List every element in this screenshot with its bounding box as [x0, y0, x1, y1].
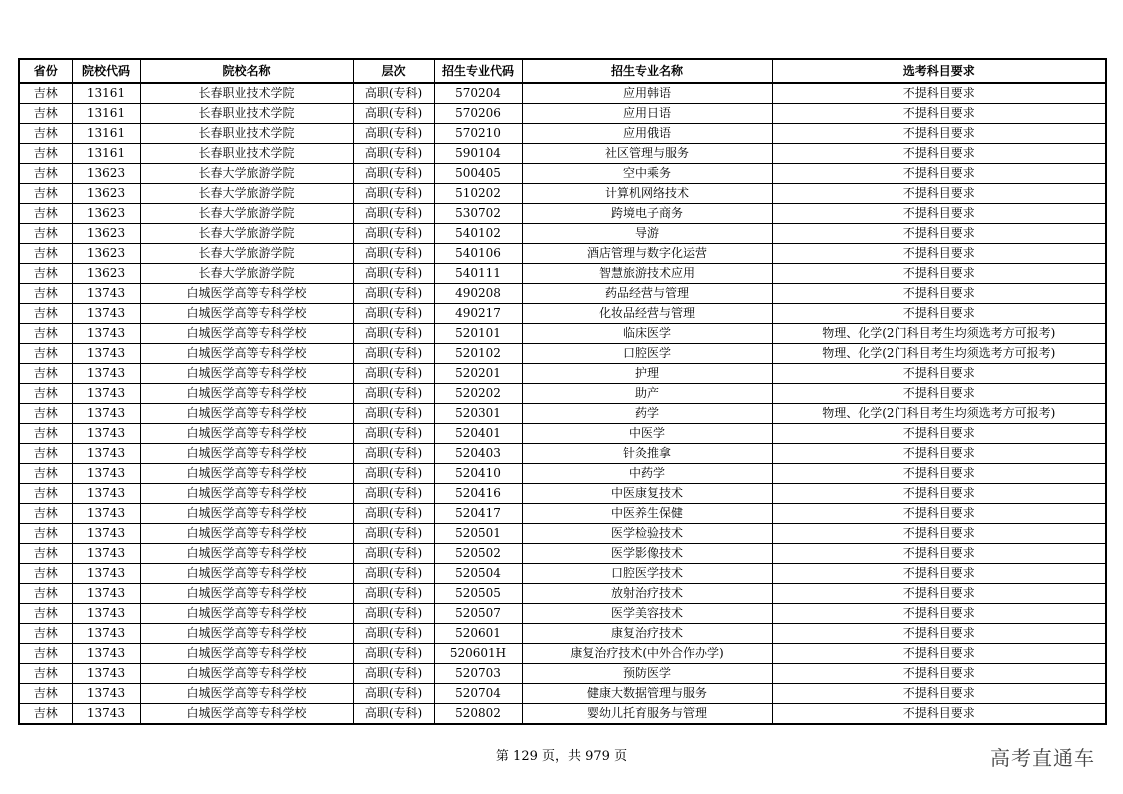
header-subject-requirement: 选考科目要求	[772, 59, 1106, 83]
cell-school-code: 13743	[72, 464, 140, 484]
cell-major-name: 社区管理与服务	[522, 144, 772, 164]
table-row	[19, 384, 1106, 404]
cell-province: 吉林	[19, 324, 72, 344]
cell-major-code: 520417	[434, 504, 522, 524]
table-row	[19, 524, 1106, 544]
cell-major-code: 520201	[434, 364, 522, 384]
cell-school-code: 13743	[72, 564, 140, 584]
cell-school-name: 白城医学高等专科学校	[140, 664, 353, 684]
cell-school-name: 白城医学高等专科学校	[140, 384, 353, 404]
cell-level: 高职(专科)	[353, 424, 434, 444]
cell-province: 吉林	[19, 184, 72, 204]
cell-major-code: 520507	[434, 604, 522, 624]
cell-school-name: 白城医学高等专科学校	[140, 604, 353, 624]
cell-major-name: 康复治疗技术	[522, 624, 772, 644]
table-header-row	[19, 59, 1106, 83]
cell-level: 高职(专科)	[353, 524, 434, 544]
cell-province: 吉林	[19, 664, 72, 684]
cell-major-code: 520403	[434, 444, 522, 464]
cell-school-code: 13743	[72, 344, 140, 364]
cell-province: 吉林	[19, 564, 72, 584]
cell-province: 吉林	[19, 104, 72, 124]
cell-major-code: 570204	[434, 83, 522, 104]
cell-major-code: 570210	[434, 124, 522, 144]
cell-subject-requirement: 不提科目要求	[772, 544, 1106, 564]
cell-school-name: 长春职业技术学院	[140, 144, 353, 164]
cell-major-name: 预防医学	[522, 664, 772, 684]
cell-major-code: 520802	[434, 704, 522, 725]
cell-major-code: 570206	[434, 104, 522, 124]
cell-province: 吉林	[19, 224, 72, 244]
cell-major-code: 540106	[434, 244, 522, 264]
cell-school-code: 13743	[72, 284, 140, 304]
cell-level: 高职(专科)	[353, 204, 434, 224]
cell-subject-requirement: 不提科目要求	[772, 184, 1106, 204]
cell-major-code: 520301	[434, 404, 522, 424]
cell-level: 高职(专科)	[353, 604, 434, 624]
cell-school-name: 白城医学高等专科学校	[140, 644, 353, 664]
table-row	[19, 444, 1106, 464]
cell-subject-requirement: 不提科目要求	[772, 684, 1106, 704]
cell-major-name: 护理	[522, 364, 772, 384]
cell-subject-requirement: 不提科目要求	[772, 304, 1106, 324]
cell-school-name: 长春大学旅游学院	[140, 244, 353, 264]
cell-level: 高职(专科)	[353, 324, 434, 344]
table-row	[19, 364, 1106, 384]
cell-subject-requirement: 不提科目要求	[772, 524, 1106, 544]
cell-subject-requirement: 不提科目要求	[772, 624, 1106, 644]
cell-school-name: 白城医学高等专科学校	[140, 544, 353, 564]
cell-major-name: 计算机网络技术	[522, 184, 772, 204]
header-major-name: 招生专业名称	[522, 59, 772, 83]
table-row	[19, 544, 1106, 564]
cell-province: 吉林	[19, 684, 72, 704]
cell-school-code: 13743	[72, 444, 140, 464]
cell-subject-requirement: 不提科目要求	[772, 444, 1106, 464]
cell-school-name: 长春大学旅游学院	[140, 184, 353, 204]
cell-major-name: 导游	[522, 224, 772, 244]
cell-major-code: 520502	[434, 544, 522, 564]
cell-school-name: 白城医学高等专科学校	[140, 444, 353, 464]
cell-major-name: 放射治疗技术	[522, 584, 772, 604]
cell-major-name: 中医养生保健	[522, 504, 772, 524]
cell-school-code: 13743	[72, 364, 140, 384]
cell-major-name: 口腔医学	[522, 344, 772, 364]
cell-school-code: 13743	[72, 644, 140, 664]
cell-school-code: 13743	[72, 304, 140, 324]
header-school-code: 院校代码	[72, 59, 140, 83]
cell-school-code: 13623	[72, 184, 140, 204]
admission-table	[18, 58, 1107, 725]
cell-school-name: 白城医学高等专科学校	[140, 504, 353, 524]
cell-level: 高职(专科)	[353, 644, 434, 664]
cell-major-name: 应用俄语	[522, 124, 772, 144]
cell-school-code: 13743	[72, 624, 140, 644]
cell-province: 吉林	[19, 524, 72, 544]
cell-subject-requirement: 不提科目要求	[772, 504, 1106, 524]
cell-school-code: 13743	[72, 544, 140, 564]
cell-school-name: 白城医学高等专科学校	[140, 304, 353, 324]
cell-level: 高职(专科)	[353, 564, 434, 584]
cell-school-name: 白城医学高等专科学校	[140, 344, 353, 364]
cell-major-code: 490217	[434, 304, 522, 324]
cell-level: 高职(专科)	[353, 584, 434, 604]
cell-major-name: 婴幼儿托育服务与管理	[522, 704, 772, 725]
cell-province: 吉林	[19, 504, 72, 524]
cell-school-name: 白城医学高等专科学校	[140, 564, 353, 584]
cell-subject-requirement: 不提科目要求	[772, 224, 1106, 244]
cell-subject-requirement: 不提科目要求	[772, 644, 1106, 664]
table-row	[19, 704, 1106, 725]
cell-level: 高职(专科)	[353, 704, 434, 725]
cell-level: 高职(专科)	[353, 224, 434, 244]
cell-subject-requirement: 不提科目要求	[772, 204, 1106, 224]
cell-subject-requirement: 物理、化学(2门科目考生均须选考方可报考)	[772, 344, 1106, 364]
cell-level: 高职(专科)	[353, 144, 434, 164]
cell-level: 高职(专科)	[353, 184, 434, 204]
cell-school-name: 长春职业技术学院	[140, 104, 353, 124]
cell-province: 吉林	[19, 264, 72, 284]
cell-province: 吉林	[19, 624, 72, 644]
cell-subject-requirement: 物理、化学(2门科目考生均须选考方可报考)	[772, 404, 1106, 424]
table-row	[19, 83, 1106, 104]
cell-subject-requirement: 不提科目要求	[772, 384, 1106, 404]
table-row	[19, 264, 1106, 284]
table-row	[19, 584, 1106, 604]
cell-major-name: 空中乘务	[522, 164, 772, 184]
watermark-logo: 高考直通车	[990, 746, 1095, 770]
cell-level: 高职(专科)	[353, 124, 434, 144]
cell-level: 高职(专科)	[353, 164, 434, 184]
cell-level: 高职(专科)	[353, 544, 434, 564]
cell-school-code: 13743	[72, 484, 140, 504]
cell-major-name: 酒店管理与数字化运营	[522, 244, 772, 264]
cell-school-code: 13623	[72, 224, 140, 244]
header-school-name: 院校名称	[140, 59, 353, 83]
header-level: 层次	[353, 59, 434, 83]
cell-school-code: 13743	[72, 384, 140, 404]
cell-subject-requirement: 不提科目要求	[772, 244, 1106, 264]
cell-province: 吉林	[19, 244, 72, 264]
cell-province: 吉林	[19, 604, 72, 624]
cell-level: 高职(专科)	[353, 684, 434, 704]
cell-major-code: 520704	[434, 684, 522, 704]
page-number: 第 129 页，共 979 页	[495, 749, 628, 764]
cell-subject-requirement: 物理、化学(2门科目考生均须选考方可报考)	[772, 324, 1106, 344]
table-row	[19, 304, 1106, 324]
table-row	[19, 684, 1106, 704]
cell-major-code: 520416	[434, 484, 522, 504]
cell-subject-requirement: 不提科目要求	[772, 264, 1106, 284]
table-row	[19, 644, 1106, 664]
cell-school-name: 白城医学高等专科学校	[140, 464, 353, 484]
cell-province: 吉林	[19, 444, 72, 464]
cell-level: 高职(专科)	[353, 404, 434, 424]
cell-major-name: 针灸推拿	[522, 444, 772, 464]
cell-school-code: 13161	[72, 144, 140, 164]
cell-school-code: 13743	[72, 404, 140, 424]
cell-level: 高职(专科)	[353, 83, 434, 104]
cell-major-code: 500405	[434, 164, 522, 184]
cell-province: 吉林	[19, 464, 72, 484]
table-row	[19, 484, 1106, 504]
cell-subject-requirement: 不提科目要求	[772, 284, 1106, 304]
cell-subject-requirement: 不提科目要求	[772, 164, 1106, 184]
table-row	[19, 424, 1106, 444]
cell-school-name: 白城医学高等专科学校	[140, 584, 353, 604]
cell-level: 高职(专科)	[353, 464, 434, 484]
cell-major-name: 化妆品经营与管理	[522, 304, 772, 324]
cell-school-name: 长春大学旅游学院	[140, 224, 353, 244]
cell-school-name: 白城医学高等专科学校	[140, 404, 353, 424]
cell-school-code: 13743	[72, 424, 140, 444]
cell-province: 吉林	[19, 204, 72, 224]
cell-level: 高职(专科)	[353, 304, 434, 324]
cell-school-name: 白城医学高等专科学校	[140, 704, 353, 725]
cell-major-name: 医学检验技术	[522, 524, 772, 544]
cell-subject-requirement: 不提科目要求	[772, 124, 1106, 144]
table-row	[19, 564, 1106, 584]
cell-level: 高职(专科)	[353, 444, 434, 464]
cell-major-code: 510202	[434, 184, 522, 204]
cell-major-name: 口腔医学技术	[522, 564, 772, 584]
cell-major-code: 490208	[434, 284, 522, 304]
cell-level: 高职(专科)	[353, 624, 434, 644]
cell-major-name: 应用日语	[522, 104, 772, 124]
cell-school-name: 长春职业技术学院	[140, 124, 353, 144]
cell-subject-requirement: 不提科目要求	[772, 564, 1106, 584]
cell-level: 高职(专科)	[353, 364, 434, 384]
cell-major-code: 520101	[434, 324, 522, 344]
table-row	[19, 404, 1106, 424]
table-row	[19, 464, 1106, 484]
cell-major-code: 520501	[434, 524, 522, 544]
cell-province: 吉林	[19, 364, 72, 384]
table-row	[19, 344, 1106, 364]
cell-subject-requirement: 不提科目要求	[772, 104, 1106, 124]
cell-major-name: 药学	[522, 404, 772, 424]
cell-school-name: 长春职业技术学院	[140, 83, 353, 104]
cell-school-code: 13161	[72, 104, 140, 124]
table-row	[19, 184, 1106, 204]
cell-major-name: 中药学	[522, 464, 772, 484]
cell-major-code: 540111	[434, 264, 522, 284]
cell-major-name: 助产	[522, 384, 772, 404]
cell-major-name: 康复治疗技术(中外合作办学)	[522, 644, 772, 664]
table-row	[19, 204, 1106, 224]
table-row	[19, 604, 1106, 624]
cell-province: 吉林	[19, 164, 72, 184]
cell-level: 高职(专科)	[353, 264, 434, 284]
cell-subject-requirement: 不提科目要求	[772, 83, 1106, 104]
cell-province: 吉林	[19, 83, 72, 104]
cell-major-code: 520703	[434, 664, 522, 684]
cell-school-name: 长春大学旅游学院	[140, 164, 353, 184]
cell-subject-requirement: 不提科目要求	[772, 144, 1106, 164]
cell-level: 高职(专科)	[353, 504, 434, 524]
cell-level: 高职(专科)	[353, 284, 434, 304]
cell-major-name: 医学美容技术	[522, 604, 772, 624]
cell-major-code: 520410	[434, 464, 522, 484]
cell-province: 吉林	[19, 124, 72, 144]
cell-school-name: 白城医学高等专科学校	[140, 284, 353, 304]
cell-school-name: 白城医学高等专科学校	[140, 484, 353, 504]
cell-subject-requirement: 不提科目要求	[772, 604, 1106, 624]
cell-major-code: 520601H	[434, 644, 522, 664]
cell-school-name: 白城医学高等专科学校	[140, 424, 353, 444]
cell-subject-requirement: 不提科目要求	[772, 364, 1106, 384]
cell-school-code: 13743	[72, 604, 140, 624]
table-body	[19, 83, 1106, 724]
cell-major-name: 临床医学	[522, 324, 772, 344]
table-row	[19, 324, 1106, 344]
cell-province: 吉林	[19, 584, 72, 604]
cell-school-code: 13623	[72, 264, 140, 284]
cell-school-code: 13743	[72, 684, 140, 704]
cell-major-code: 520505	[434, 584, 522, 604]
cell-province: 吉林	[19, 644, 72, 664]
table-row	[19, 164, 1106, 184]
cell-province: 吉林	[19, 424, 72, 444]
cell-major-name: 中医康复技术	[522, 484, 772, 504]
cell-province: 吉林	[19, 384, 72, 404]
cell-level: 高职(专科)	[353, 104, 434, 124]
cell-subject-requirement: 不提科目要求	[772, 464, 1106, 484]
cell-school-name: 白城医学高等专科学校	[140, 324, 353, 344]
header-province: 省份	[19, 59, 72, 83]
cell-school-name: 长春大学旅游学院	[140, 204, 353, 224]
cell-province: 吉林	[19, 304, 72, 324]
cell-level: 高职(专科)	[353, 344, 434, 364]
cell-major-code: 520102	[434, 344, 522, 364]
table-row	[19, 144, 1106, 164]
cell-province: 吉林	[19, 284, 72, 304]
cell-level: 高职(专科)	[353, 484, 434, 504]
table-row	[19, 504, 1106, 524]
cell-school-code: 13623	[72, 204, 140, 224]
cell-school-code: 13743	[72, 504, 140, 524]
cell-province: 吉林	[19, 344, 72, 364]
cell-major-name: 健康大数据管理与服务	[522, 684, 772, 704]
cell-major-name: 医学影像技术	[522, 544, 772, 564]
cell-major-name: 药品经营与管理	[522, 284, 772, 304]
cell-major-code: 590104	[434, 144, 522, 164]
cell-school-code: 13743	[72, 704, 140, 725]
table-row	[19, 664, 1106, 684]
cell-subject-requirement: 不提科目要求	[772, 424, 1106, 444]
cell-major-code: 520202	[434, 384, 522, 404]
cell-major-code: 520504	[434, 564, 522, 584]
header-major-code: 招生专业代码	[434, 59, 522, 83]
cell-school-code: 13743	[72, 664, 140, 684]
cell-level: 高职(专科)	[353, 244, 434, 264]
cell-major-name: 中医学	[522, 424, 772, 444]
table-row	[19, 284, 1106, 304]
cell-school-name: 白城医学高等专科学校	[140, 364, 353, 384]
cell-school-name: 长春大学旅游学院	[140, 264, 353, 284]
cell-province: 吉林	[19, 704, 72, 725]
cell-major-name: 跨境电子商务	[522, 204, 772, 224]
cell-school-code: 13161	[72, 124, 140, 144]
cell-province: 吉林	[19, 144, 72, 164]
cell-subject-requirement: 不提科目要求	[772, 484, 1106, 504]
table-row	[19, 224, 1106, 244]
table-row	[19, 624, 1106, 644]
cell-subject-requirement: 不提科目要求	[772, 664, 1106, 684]
table-row	[19, 124, 1106, 144]
cell-major-code: 520601	[434, 624, 522, 644]
cell-province: 吉林	[19, 484, 72, 504]
cell-province: 吉林	[19, 544, 72, 564]
cell-subject-requirement: 不提科目要求	[772, 704, 1106, 725]
cell-school-name: 白城医学高等专科学校	[140, 684, 353, 704]
cell-level: 高职(专科)	[353, 664, 434, 684]
cell-subject-requirement: 不提科目要求	[772, 584, 1106, 604]
cell-major-code: 520401	[434, 424, 522, 444]
cell-level: 高职(专科)	[353, 384, 434, 404]
cell-major-name: 智慧旅游技术应用	[522, 264, 772, 284]
cell-school-code: 13743	[72, 324, 140, 344]
cell-province: 吉林	[19, 404, 72, 424]
cell-school-code: 13743	[72, 524, 140, 544]
cell-school-code: 13743	[72, 584, 140, 604]
cell-school-name: 白城医学高等专科学校	[140, 524, 353, 544]
cell-school-code: 13623	[72, 164, 140, 184]
cell-school-code: 13161	[72, 83, 140, 104]
cell-major-name: 应用韩语	[522, 83, 772, 104]
cell-school-name: 白城医学高等专科学校	[140, 624, 353, 644]
table-row	[19, 104, 1106, 124]
table-row	[19, 244, 1106, 264]
cell-major-code: 530702	[434, 204, 522, 224]
cell-school-code: 13623	[72, 244, 140, 264]
cell-major-code: 540102	[434, 224, 522, 244]
